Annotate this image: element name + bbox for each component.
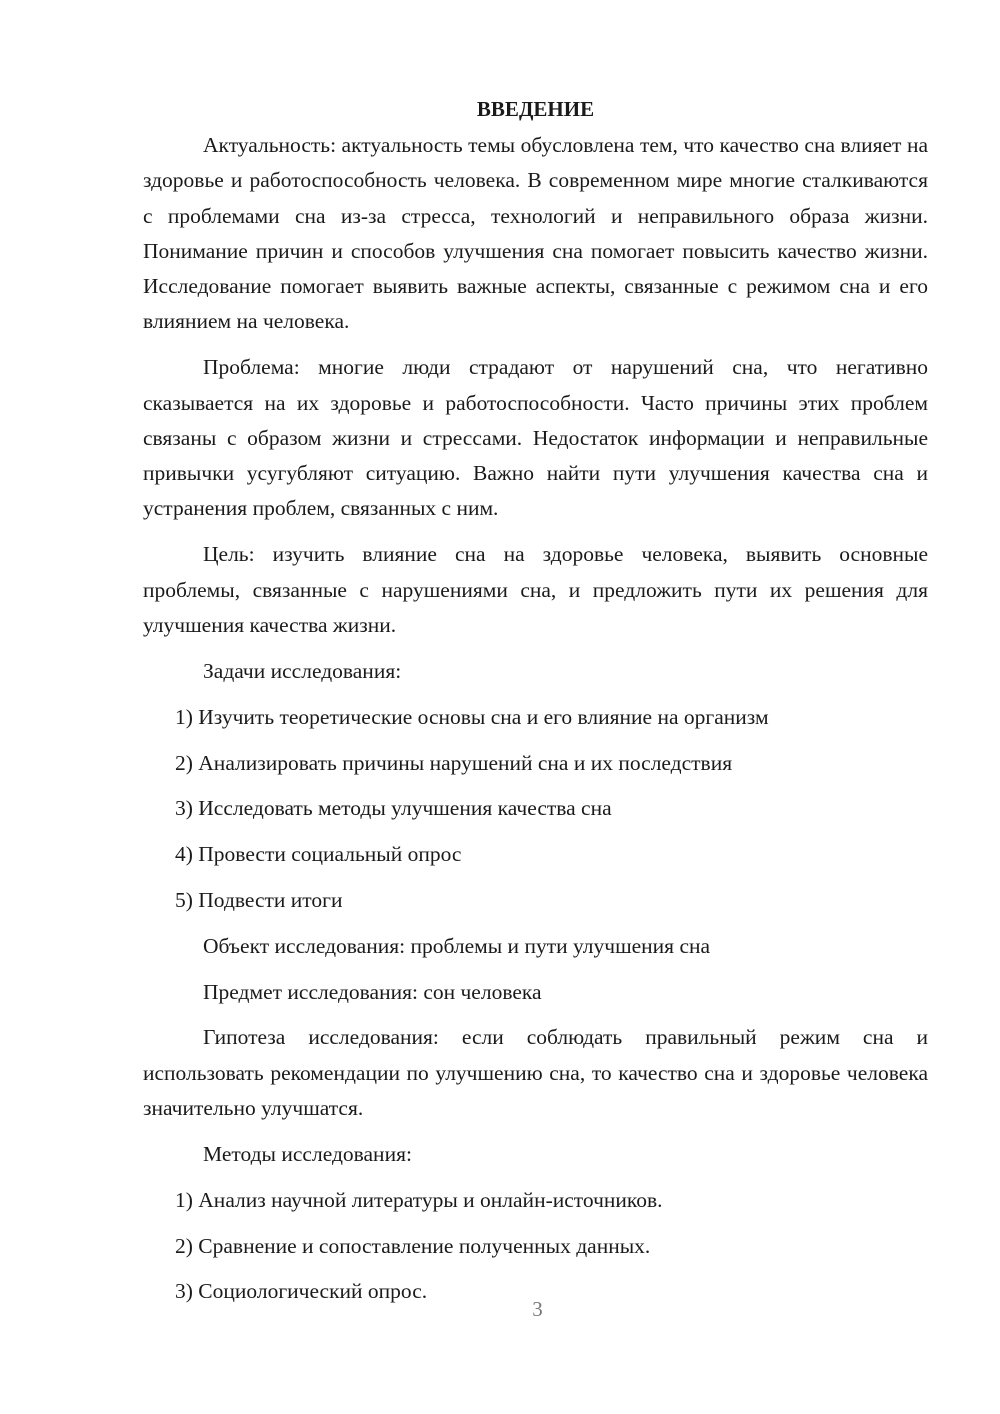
relevance-paragraph: Актуальность: актуальность темы обусловлена тем, что качество сна влияет на здоровье и работоспособность человека. В современном мире многие сталкиваются с проблемами сна из-за стресса, технологий и неправильного образа жизни. Понимание причин и способов улучшения сна помогает повысить качество жизни. Исследование помогает выявить важные аспекты, связанные с режимом сна и его влиянием на человека.: [143, 133, 928, 334]
methods-list: [143, 1183, 928, 1310]
methods-heading: Методы исследования:: [203, 1142, 412, 1167]
list-item: 2) Сравнение и сопоставление полученных данных.: [175, 1233, 651, 1258]
object-line: Объект исследования: проблемы и пути улучшения сна: [203, 933, 711, 958]
list-item: 4) Провести социальный опрос: [175, 842, 462, 867]
problem-paragraph: Проблема: многие люди страдают от нарушений сна, что негативно сказывается на их здоровье и работоспособности. Часто причины этих проблем связаны с образом жизни и стрессами. Недостаток информации и неправильные привычки усугубляют ситуацию. Важно найти пути улучшения качества сна и устранения проблем, связанных с ним.: [143, 355, 928, 521]
goal-paragraph: Цель: изучить влияние сна на здоровье человека, выявить основные проблемы, связанные с нарушениями сна, и предложить пути их решения для улучшения качества жизни.: [143, 542, 928, 637]
section-title: ВВЕДЕНИЕ: [476, 97, 595, 121]
list-item: 5) Подвести итоги: [175, 888, 343, 913]
list-item: 3) Социологический опрос.: [175, 1279, 428, 1304]
tasks-list: [143, 700, 928, 918]
hypothesis-paragraph: Гипотеза исследования: если соблюдать правильный режим сна и использовать рекомендации по улучшению сна, то качество сна и здоровье человека значительно улучшатся.: [143, 1025, 928, 1120]
tasks-heading: Задачи исследования:: [203, 659, 402, 684]
subject-line: Предмет исследования: сон человека: [203, 979, 542, 1004]
list-item: 1) Изучить теоретические основы сна и его влияние на организм: [175, 704, 769, 729]
list-item: 1) Анализ научной литературы и онлайн-источников.: [175, 1187, 663, 1212]
list-item: 3) Исследовать методы улучшения качества сна: [175, 796, 612, 821]
page-content: [143, 92, 928, 1320]
page-number: 3: [532, 1297, 543, 1321]
list-item: 2) Анализировать причины нарушений сна и их последствия: [175, 750, 733, 775]
